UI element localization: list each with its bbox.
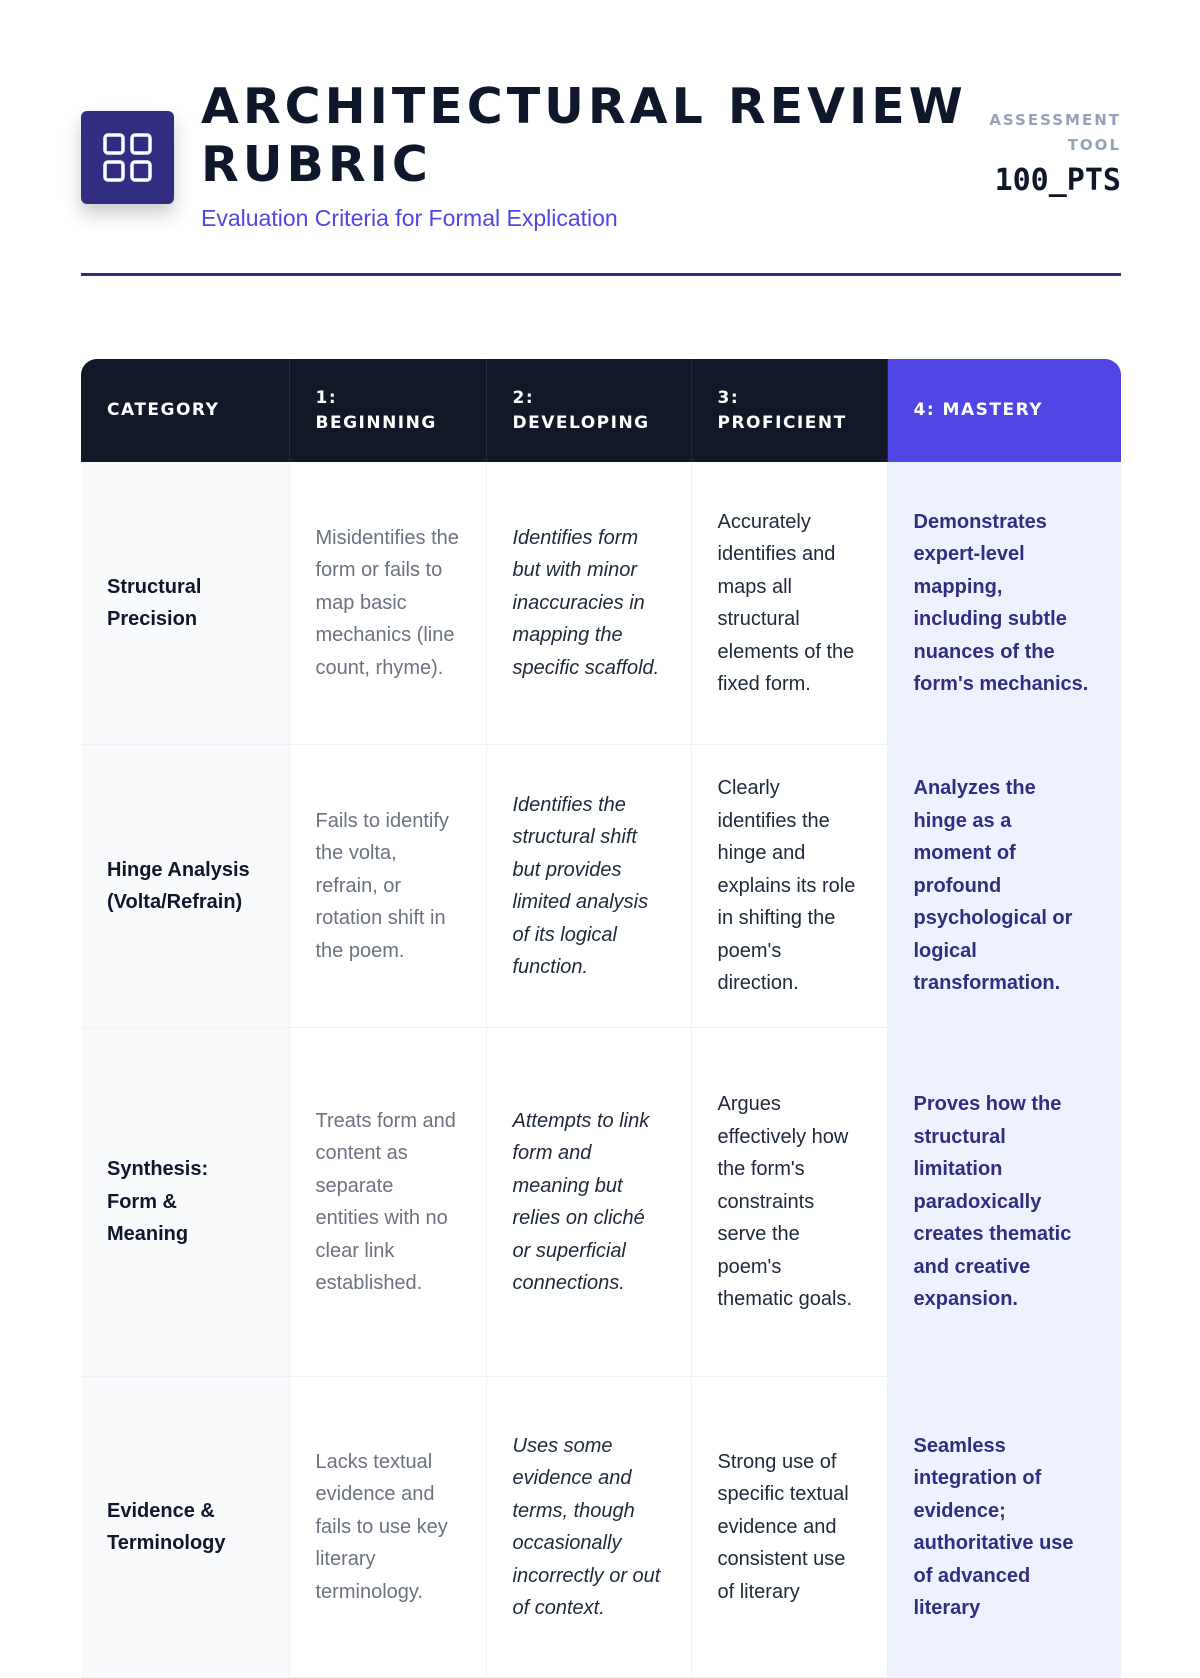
app-logo (81, 111, 174, 204)
column-header-beginning: 1: BEGINNING (289, 359, 486, 462)
page-header (81, 0, 1121, 276)
mastery-cell: Proves how the structural limitation paradoxically creates thematic and creative expansion. (887, 1028, 1121, 1377)
proficient-cell: Argues effectively how the form's constraints serve the poem's thematic goals. (691, 1028, 887, 1377)
developing-cell: Uses some evidence and terms, though occasionally incorrectly or out of context. (486, 1377, 691, 1678)
table-header-row (81, 359, 1121, 462)
beginning-cell: Lacks textual evidence and fails to use key literary terminology. (289, 1377, 486, 1678)
rubric-table (81, 359, 1121, 1678)
page-title: ARCHITECTURAL REVIEW RUBRIC (201, 78, 967, 193)
proficient-cell: Strong use of specific textual evidence and consistent use of literary (691, 1377, 887, 1678)
developing-cell: Identifies form but with minor inaccuracies in mapping the specific scaffold. (486, 462, 691, 745)
proficient-cell: Clearly identifies the hinge and explains its role in shifting the poem's direction. (691, 745, 887, 1028)
column-header-mastery: 4: MASTERY (887, 359, 1121, 462)
table-row (81, 745, 1121, 1028)
category-cell: Hinge Analysis (Volta/Refrain) (81, 745, 289, 1028)
category-cell: Structural Precision (81, 462, 289, 745)
column-header-proficient: 3: PROFICIENT (691, 359, 887, 462)
table-row (81, 1377, 1121, 1678)
column-header-category: CATEGORY (81, 359, 289, 462)
category-cell: Evidence & Terminology (81, 1377, 289, 1678)
assessment-tool-label: ASSESSMENT TOOL (989, 111, 1121, 154)
assessment-meta (981, 108, 1121, 199)
mastery-cell: Seamless integration of evidence; authoritative use of advanced literary (887, 1377, 1121, 1678)
total-points: 100_PTS (994, 163, 1121, 198)
beginning-cell: Treats form and content as separate entities with no clear link established. (289, 1028, 486, 1377)
mastery-cell: Demonstrates expert-level mapping, including subtle nuances of the form's mechanics. (887, 462, 1121, 745)
page-subtitle: Evaluation Criteria for Formal Explication (201, 205, 618, 231)
column-header-developing: 2: DEVELOPING (486, 359, 691, 462)
beginning-cell: Misidentifies the form or fails to map basic mechanics (line count, rhyme). (289, 462, 486, 745)
developing-cell: Attempts to link form and meaning but relies on cliché or superficial connections. (486, 1028, 691, 1377)
category-cell: Synthesis: Form & Meaning (81, 1028, 289, 1377)
table-row (81, 1028, 1121, 1377)
grid-icon (103, 133, 152, 182)
mastery-cell: Analyzes the hinge as a moment of profound psychological or logical transformation. (887, 745, 1121, 1028)
header-divider (81, 273, 1121, 276)
rubric-page (81, 0, 1121, 1619)
proficient-cell: Accurately identifies and maps all structural elements of the fixed form. (691, 462, 887, 745)
beginning-cell: Fails to identify the volta, refrain, or rotation shift in the poem. (289, 745, 486, 1028)
developing-cell: Identifies the structural shift but provides limited analysis of its logical function. (486, 745, 691, 1028)
rubric-table-container (81, 359, 1121, 1678)
table-row (81, 462, 1121, 745)
